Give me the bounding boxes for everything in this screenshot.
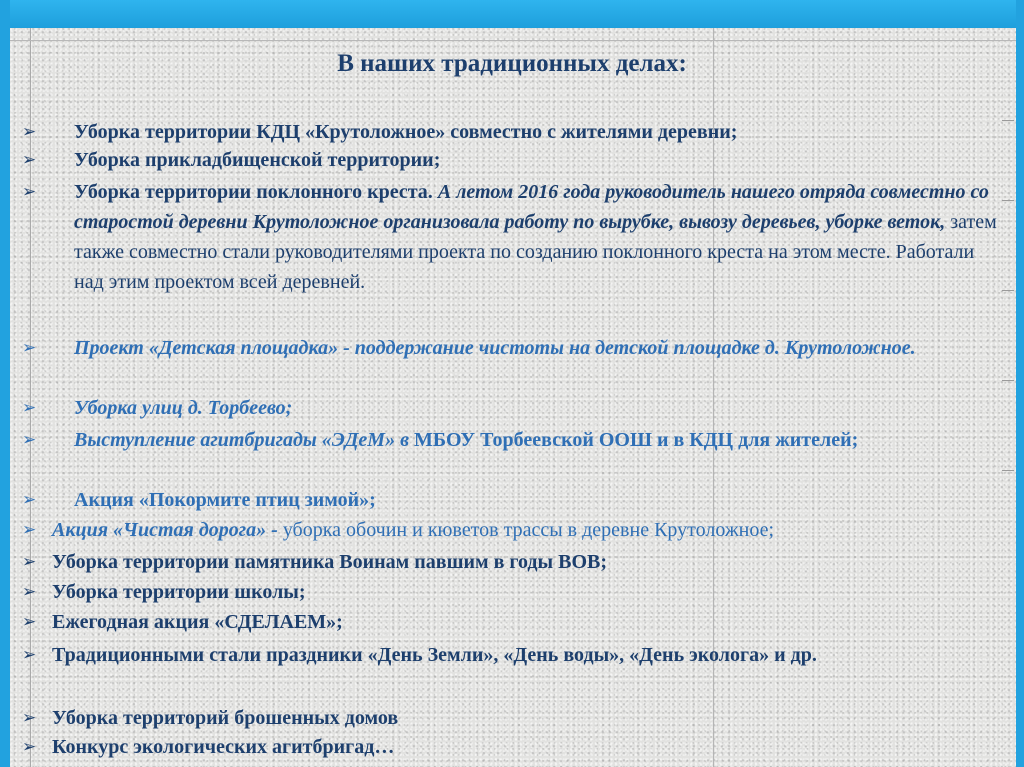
list-item [22,485,997,515]
frame-tick [1002,290,1014,291]
list-item-text-bold: Уборка территории поклонного креста. [74,181,438,203]
list-item [22,333,997,363]
list-item-text: Уборка улиц д. Торбеево; [74,397,293,419]
list-item-text-regular: уборка обочин и кюветов трассы в деревне Крутоложное; [282,519,775,541]
list-item-text: Уборка прикладбищенской территории; [74,149,441,171]
arrow-bullet-icon: ➢ [22,182,37,202]
arrow-bullet-icon: ➢ [22,430,37,450]
list-item-text [74,425,997,455]
frame-tick [1002,120,1014,121]
arrow-bullet-icon: ➢ [22,737,37,757]
arrow-bullet-icon: ➢ [22,490,37,510]
arrow-bullet-icon: ➢ [22,150,37,170]
arrow-bullet-icon: ➢ [22,520,37,540]
list-item [22,177,997,297]
list-item-text: Традиционными стали праздники «День Земли», «День воды», «День эколога» и др. [52,644,817,666]
list-item-text: Акция «Покормите птиц зимой»; [74,489,376,511]
list-item-text-regular: затем также совместно стали руководителями проекта по созданию поклонного креста на этом месте. Работали над этим проектом всей деревней. [74,211,997,293]
list-item-text [52,515,1002,545]
list-item-text-bold-italic: Акция «Чистая дорога» - [52,519,283,541]
arrow-bullet-icon: ➢ [22,612,37,632]
list-item [22,703,1002,733]
list-item-text: Уборка территории памятника Воинам павшим в годы ВОВ; [52,551,608,573]
slide-title: В наших традиционных делах: [337,50,687,77]
list-item-text-bold-italic: Выступление агитбригады «ЭДеМ» в [74,429,415,451]
list-item-text: Уборка территорий брошенных домов [52,707,399,729]
list-item-text: Уборка территории школы; [52,581,306,603]
list-item [22,607,1002,637]
frame-tick [1002,200,1014,201]
list-item [22,515,1002,545]
arrow-bullet-icon: ➢ [22,708,37,728]
frame-tick [1002,380,1014,381]
list-item-text-bold: МБОУ Торбеевской ООШ и в КДЦ для жителей; [414,429,859,451]
list-item-text-bold-italic: А летом 2016 года руководитель нашего отряда совместно со старостой деревни Крутоложное организовала работу по вырубке, вывозу деревьев, уборке веток, [74,181,989,233]
frame-line-top [10,40,1016,41]
list-item-text [74,177,997,297]
list-item-text: Уборка территории КДЦ «Крутоложное» совместно с жителями деревни; [74,121,738,143]
arrow-bullet-icon: ➢ [22,338,37,358]
arrow-bullet-icon: ➢ [22,398,37,418]
arrow-bullet-icon: ➢ [22,552,37,572]
list-item [22,145,1002,175]
list-item [22,732,1002,762]
list-item-text: Проект «Детская площадка» - поддержание чистоты на детской площадке д. Крутоложное. [74,337,916,359]
list-item-text: Ежегодная акция «СДЕЛАЕМ»; [52,611,343,633]
top-frame-bar [0,0,1024,28]
list-item [22,547,1002,577]
list-item [22,393,997,423]
list-item [22,425,997,455]
right-frame-bar [1016,0,1024,767]
arrow-bullet-icon: ➢ [22,645,37,665]
left-frame-bar [0,0,10,767]
arrow-bullet-icon: ➢ [22,582,37,602]
list-item [22,577,1002,607]
frame-tick [1002,470,1014,471]
list-item-text: Конкурс экологических агитбригад… [52,736,395,758]
arrow-bullet-icon: ➢ [22,122,37,142]
list-item [22,640,1016,670]
list-item [22,117,1002,147]
